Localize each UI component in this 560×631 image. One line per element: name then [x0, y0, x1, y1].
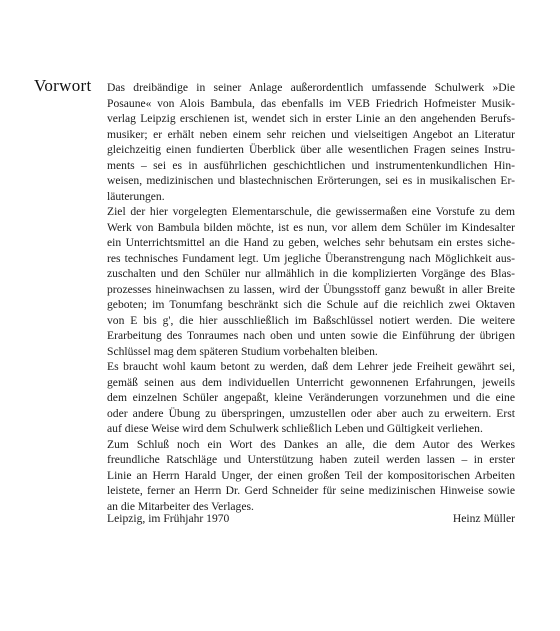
foreword-body [107, 80, 515, 514]
place-date: Leipzig, im Frühjahr 1970 [107, 512, 230, 525]
text-line: Linie an Herrn Harald Unger, der einen großen Teil der kompositorischen Arbeiten [107, 468, 515, 482]
text-line: ments – sei es in ausführlichen geschichtlichen und instrumentenkundlichen Hin- [107, 158, 515, 172]
text-line: oder andere Übung zu überspringen, umzustellen oder aber auch zu erweitern. Erst [107, 406, 515, 420]
text-line: Zum Schluß noch ein Wort des Dankes an alle, die dem Autor des Werkes [107, 437, 515, 451]
text-line: verlag Leipzig erschienen ist, wendet sich in erster Linie an den angehenden Berufs- [107, 112, 515, 125]
page-heading: Vorwort [34, 76, 92, 95]
text-line: Es braucht wohl kaum betont zu werden, daß dem Lehrer jede Freiheit gewährt sei, [107, 360, 515, 373]
text-line: gleichzeitig einen fundierten Überblick über alle wesentlichen Fragen seines Instru- [107, 143, 515, 156]
text-line: von E bis g', die hier ausschließlich im Baßschlüssel notiert werden. Die weitere [107, 313, 515, 327]
paragraph [107, 204, 515, 359]
text-line: an die Mitarbeiter des Verlages. [107, 499, 254, 513]
text-line: Werk von Bambula bilden möchte, ist es nun, vor allem dem Schüler im Kindesalter [107, 220, 515, 234]
text-line: auf diese Weise wird dem Schulwerk schließlich Leben und Gültigkeit verliehen. [107, 422, 483, 435]
paragraph [107, 80, 515, 204]
author-name: Heinz Müller [452, 512, 515, 525]
text-line: zuschalten und den Schüler nur allmählich in die komplizierten Vorgänge des Blas- [107, 267, 515, 280]
paragraph [107, 437, 515, 515]
text-line: gemäß seinen aus dem individuellen Unterricht gewonnenen Erfahrungen, jeweils [107, 375, 515, 389]
text-line: Schlüssel mag dem späteren Studium vorbehalten bleiben. [107, 344, 378, 358]
paragraph [107, 359, 515, 437]
text-line: Das dreibändige in seiner Anlage außerordentlich umfassende Schulwerk »Die [107, 81, 515, 94]
text-line: leistete, ferner an Herrn Dr. Gerd Schneider für seine medizinischen Hinweise sowie [107, 484, 515, 497]
text-line: weisen, medizinischen und blastechnischen Erörterungen, sei es in musikalischen Er- [107, 174, 515, 187]
text-line: Ziel der hier vorgelegten Elementarschule, die gewissermaßen eine Vorstufe zu dem [107, 205, 515, 218]
text-line: freundliche Ratschläge und Unterstützung haben zuteil werden lassen – in erster [107, 453, 515, 466]
text-line: geboten; im Tonumfang beschränkt sich die Schule auf die reichlich zwei Oktaven [107, 298, 515, 311]
text-line: Erarbeitung des Tonraumes nach oben und unten sowie die Einführung der übrigen [107, 329, 515, 342]
text-line: Posaune« von Alois Bambula, das ebenfalls im VEB Friedrich Hofmeister Musik- [107, 96, 515, 110]
text-line: läuterungen. [107, 189, 165, 203]
text-line: res technisches Fundament legt. Um jegliche Überanstrengung nach Möglichkeit aus- [107, 251, 515, 265]
text-line: dem einzelnen Schüler angepaßt, kleine Veränderungen vorzunehmen und die eine [107, 391, 515, 404]
text-line: musiker; er erhält neben einem sehr reichen und vielseitigen Angebot an Literatur [107, 127, 515, 141]
text-line: ein Unterrichtsmittel an die Hand zu geben, welches sehr behutsam ein erstes siche- [107, 236, 515, 249]
text-line: prozesses hineinwachsen zu lassen, wird der Übungsstoff ganz bewußt in aller Breite [107, 282, 515, 296]
